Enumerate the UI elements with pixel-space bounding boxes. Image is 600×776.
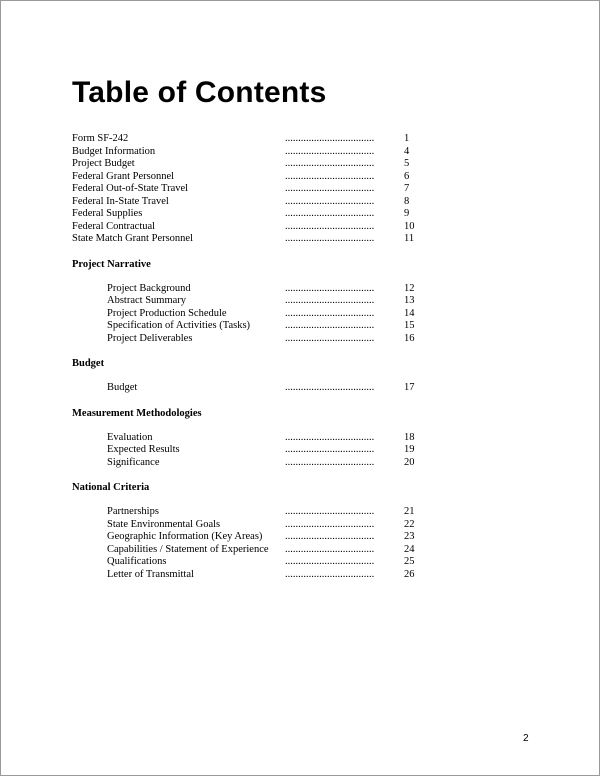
toc-entry [72,295,542,308]
toc-dot-leader: .................................. [285,568,375,580]
toc-entry [72,569,542,582]
toc-entry-label: Qualifications [107,556,167,567]
toc-dot-leader: .................................. [285,431,375,443]
page-number: 2 [523,733,529,744]
toc-dot-leader: .................................. [285,145,375,157]
toc-dot-leader: .................................. [285,382,375,393]
toc-entry-label: Form SF-242 [72,133,129,144]
toc-entry-label: Federal Contractual [72,220,156,232]
toc-entry-label: Federal In-State Travel [72,195,169,207]
toc-entry [72,233,542,246]
toc-entry-label: Abstract Summary [107,295,187,306]
toc-entry-label: Project Production Schedule [107,307,227,319]
toc-entry [72,382,542,395]
toc-entry-label: Federal Out-of-State Travel [72,183,189,194]
toc-entry-page: 19 [404,444,415,455]
toc-entry-page: 21 [404,506,415,517]
toc-entry-page: 22 [404,518,415,530]
toc-section-heading: National Criteria [72,482,150,493]
toc-entry [72,457,542,470]
toc-dot-leader: .................................. [285,444,375,455]
toc-dot-leader: .................................. [285,531,375,542]
toc-entry [72,221,542,234]
toc-entry-page: 12 [404,282,415,294]
toc-dot-leader: .................................. [285,133,375,144]
toc-dot-leader: .................................. [285,208,375,219]
toc-entry-label: Capabilities / Statement of Experience [107,543,269,555]
toc-dot-leader: .................................. [285,295,375,306]
toc-dot-leader: .................................. [285,506,375,517]
toc-entry [72,432,542,445]
toc-entry-label: Significance [107,456,160,468]
table-of-contents [72,133,542,581]
toc-entry-page: 15 [404,320,415,331]
toc-entry-label: State Match Grant Personnel [72,233,194,244]
toc-dot-leader: .................................. [285,556,375,567]
toc-entry [72,208,542,221]
toc-dot-leader: .................................. [285,282,375,294]
toc-entry [72,196,542,209]
toc-entry-label: Project Background [107,282,191,294]
toc-entry-label: Federal Supplies [72,208,143,219]
toc-entry [72,133,542,146]
toc-entry-label: Letter of Transmittal [107,568,194,580]
toc-entry [72,171,542,184]
toc-entry-page: 7 [404,183,410,194]
toc-entry [72,333,542,346]
toc-entry [72,519,542,532]
toc-entry [72,283,542,296]
toc-entry [72,556,542,569]
toc-entry-page: 4 [404,145,410,157]
toc-entry [72,506,542,519]
toc-entry-label: Partnerships [107,506,159,517]
toc-dot-leader: .................................. [285,183,375,194]
toc-dot-leader: .................................. [285,320,375,331]
toc-entry-page: 23 [404,531,415,542]
toc-entry-page: 6 [404,170,410,182]
toc-dot-leader: .................................. [285,220,375,232]
toc-entry-label: Geographic Information (Key Areas) [107,531,263,542]
toc-section-heading: Measurement Methodologies [72,407,202,419]
toc-entry [72,544,542,557]
toc-entry-label: Budget Information [72,145,156,157]
toc-entry-page: 5 [404,158,410,169]
toc-dot-leader: .................................. [285,518,375,530]
toc-entry-page: 10 [404,220,415,232]
toc-entry-page: 20 [404,456,415,468]
toc-entry-page: 1 [404,133,410,144]
toc-entry-page: 11 [404,233,415,244]
toc-entry [72,531,542,544]
toc-entry-page: 18 [404,431,415,443]
toc-entry-label: Project Deliverables [107,332,193,344]
toc-dot-leader: .................................. [285,543,375,555]
toc-entry-page: 9 [404,208,410,219]
toc-dot-leader: .................................. [285,332,375,344]
toc-entry-label: Budget [107,382,138,393]
toc-entry-page: 14 [404,307,415,319]
toc-entry [72,146,542,159]
toc-entry-page: 16 [404,332,415,344]
toc-section-heading: Budget [72,358,105,369]
toc-entry-page: 17 [404,382,415,393]
toc-dot-leader: .................................. [285,456,375,468]
toc-entry-page: 24 [404,543,415,555]
toc-dot-leader: .................................. [285,170,375,182]
toc-entry-page: 13 [404,295,415,306]
toc-entry-label: Expected Results [107,444,180,455]
toc-entry [72,308,542,321]
toc-dot-leader: .................................. [285,158,375,169]
toc-entry-page: 8 [404,195,410,207]
page-title: Table of Contents [72,76,327,109]
toc-entry [72,320,542,333]
toc-entry-label: Project Budget [72,158,135,169]
toc-entry-page: 25 [404,556,415,567]
toc-dot-leader: .................................. [285,233,375,244]
toc-entry-label: Evaluation [107,431,153,443]
toc-entry-page: 26 [404,568,415,580]
toc-entry [72,444,542,457]
toc-entry [72,158,542,171]
toc-dot-leader: .................................. [285,307,375,319]
toc-entry [72,183,542,196]
toc-entry-label: Federal Grant Personnel [72,170,175,182]
toc-entry-label: Specification of Activities (Tasks) [107,320,251,331]
toc-dot-leader: .................................. [285,195,375,207]
toc-section-heading: Project Narrative [72,258,151,270]
toc-entry-label: State Environmental Goals [107,518,221,530]
